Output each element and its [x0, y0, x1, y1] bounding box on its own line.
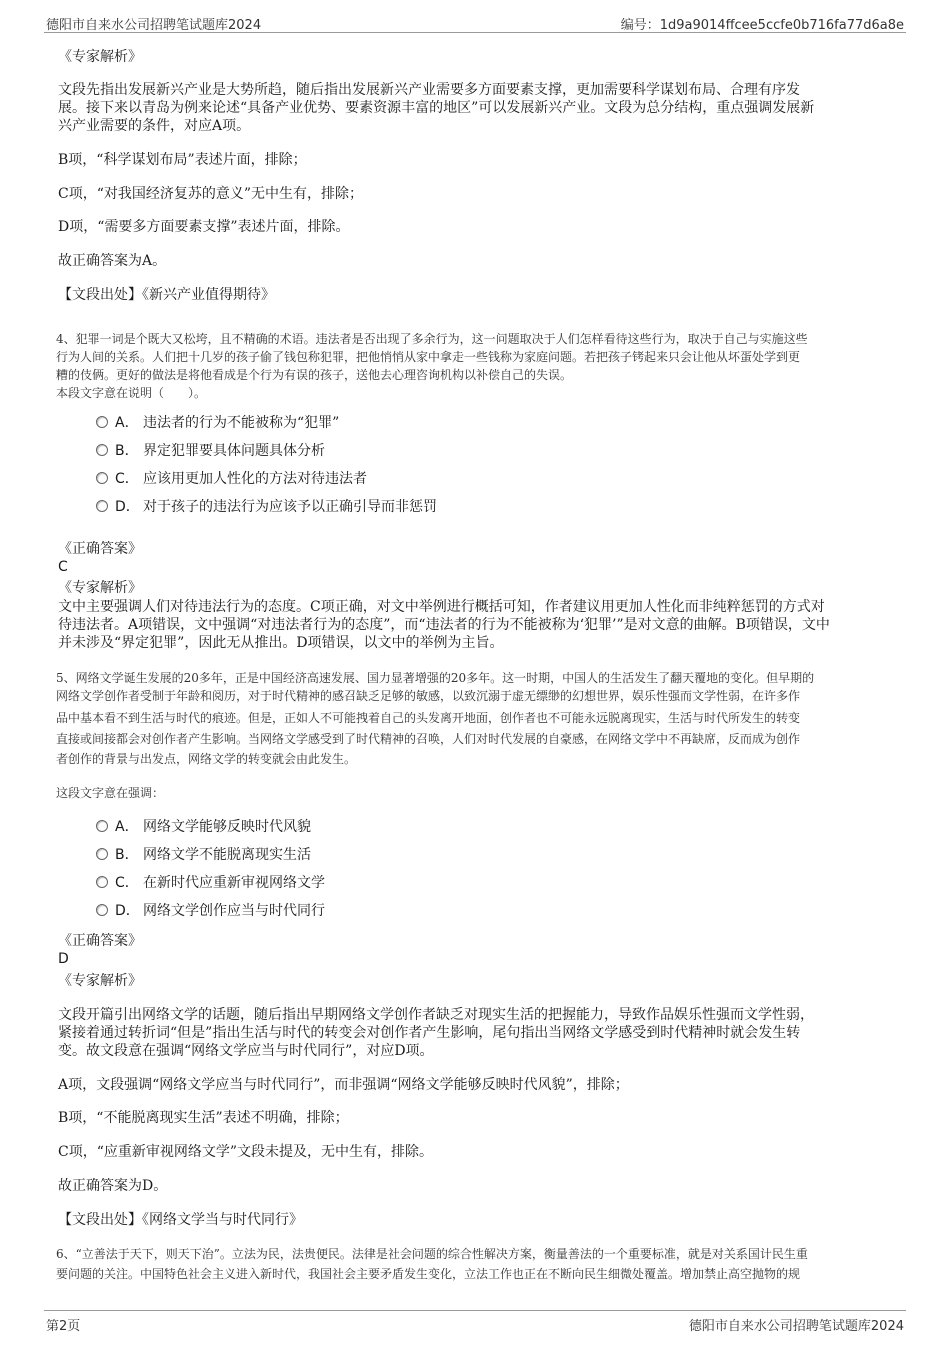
- q4-stem-prompt: 本段文字意在说明（ ）。: [56, 386, 207, 400]
- q3-conclusion: 故正确答案为A。: [58, 253, 167, 269]
- q4-expert-label: 《专家解析》: [58, 580, 142, 596]
- q5-stem-line: 5、网络文学诞生发展的20多年，正是中国经济高速发展、国力显著增强的20多年。这一时期，中国人的生活发生了翻天覆地的变化。但早期的: [56, 671, 815, 685]
- option-letter: D．: [115, 903, 140, 919]
- q3-option-b-note: B项，“科学谋划布局”表述片面，排除；: [58, 152, 307, 168]
- page-footer: [44, 1310, 906, 1335]
- option-letter: D．: [115, 499, 140, 515]
- page-number: 第2页: [46, 1319, 81, 1334]
- q5-analysis-line: 紧接着通过转折词“但是”指出生活与时代的转变会对创作者产生影响，尾句指出当网络文学感受到时代精神时就会发生转: [58, 1025, 801, 1041]
- q5-answer-label: 《正确答案》: [58, 933, 142, 949]
- option-letter: B．: [115, 443, 139, 459]
- radio-icon[interactable]: [96, 876, 108, 888]
- option-text: 应该用更加人性化的方法对待违法者: [143, 471, 367, 487]
- q5-answer: D: [58, 951, 69, 967]
- footer-title: 德阳市自来水公司招聘笔试题库2024: [688, 1319, 904, 1334]
- q5-source: 【文段出处】《网络文学当与时代同行》: [58, 1212, 303, 1228]
- option-letter: C．: [115, 875, 139, 891]
- q3-option-c-note: C项，“对我国经济复苏的意义”无中生有，排除；: [58, 186, 364, 202]
- radio-icon[interactable]: [96, 820, 108, 832]
- option-text: 网络文学创作应当与时代同行: [143, 903, 325, 919]
- option-text: 在新时代应重新审视网络文学: [143, 875, 325, 891]
- q4-option-a[interactable]: [96, 414, 339, 432]
- option-text: 网络文学能够反映时代风貌: [143, 819, 311, 835]
- option-text: 网络文学不能脱离现实生活: [143, 847, 311, 863]
- q5-analysis-line: 变。故文段意在强调“网络文学应当与时代同行”，对应D项。: [58, 1043, 434, 1059]
- q3-expert-label: 《专家解析》: [58, 49, 142, 65]
- radio-icon[interactable]: [96, 848, 108, 860]
- q5-stem-line: 直接或间接都会对创作者产生影响。当网络文学感受到了时代精神的召唤，人们对时代发展的自豪感，在网络文学中不再缺席，反而成为创作: [56, 732, 801, 746]
- option-letter: A．: [115, 819, 139, 835]
- option-letter: B．: [115, 847, 139, 863]
- q5-prompt: 这段文字意在强调：: [56, 786, 165, 800]
- option-letter: A．: [115, 415, 139, 431]
- q4-option-b[interactable]: [96, 442, 325, 460]
- q3-option-d-note: D项，“需要多方面要素支撑”表述片面，排除。: [58, 219, 350, 235]
- radio-icon[interactable]: [96, 904, 108, 916]
- q4-analysis-line: 待违法者。A项错误，文中强调“对违法者行为的态度”，而“违法者的行为不能被称为‘犯罪’”是对文意的曲解。B项错误，文中: [58, 617, 830, 633]
- q5-option-b-note: B项，“不能脱离现实生活”表述不明确，排除；: [58, 1110, 349, 1126]
- q4-option-c[interactable]: [96, 470, 367, 488]
- q5-option-c[interactable]: [96, 874, 325, 892]
- q4-stem-line: 糟的伎俩。更好的做法是将他看成是个行为有误的孩子，送他去心理咨询机构以补偿自己的失误。: [56, 368, 573, 382]
- q5-option-b[interactable]: [96, 846, 311, 864]
- q6-stem-line: 6、“立善法于天下，则天下治”。立法为民，法贵便民。法律是社会问题的综合性解决方案，衡量善法的一个重要标准，就是对关系国计民生重: [56, 1247, 808, 1261]
- option-text: 违法者的行为不能被称为“犯罪”: [143, 415, 340, 431]
- q4-stem-line: 行为人间的关系。人们把十几岁的孩子偷了钱包称犯罪，把他悄悄从家中拿走一些钱称为家庭问题。若把孩子铐起来只会让他从坏蛋处学到更: [56, 350, 801, 364]
- q5-option-a[interactable]: [96, 818, 311, 836]
- q5-option-a-note: A项，文段强调“网络文学应当与时代同行”，而非强调“网络文学能够反映时代风貌”，排除；: [58, 1077, 629, 1093]
- q5-option-c-note: C项，“应重新审视网络文学”文段未提及，无中生有，排除。: [58, 1144, 434, 1160]
- option-text: 界定犯罪要具体问题具体分析: [143, 443, 325, 459]
- q5-stem-line: 品中基本看不到生活与时代的痕迹。但是，正如人不可能拽着自己的头发离开地面，创作者也不可能永远脱离现实，生活与时代所发生的转变: [56, 711, 801, 725]
- radio-icon[interactable]: [96, 500, 108, 512]
- q4-answer: C: [58, 559, 68, 575]
- option-letter: C．: [115, 471, 139, 487]
- q6-stem-line: 要问题的关注。中国特色社会主义进入新时代，我国社会主要矛盾发生变化，立法工作也正在不断向民生细微处覆盖。增加禁止高空抛物的规: [56, 1267, 801, 1281]
- header-title: 德阳市自来水公司招聘笔试题库2024: [46, 18, 262, 33]
- q5-option-d[interactable]: [96, 902, 325, 920]
- q5-stem-line: 网络文学创作者受制于年龄和阅历，对于时代精神的感召缺乏足够的敏感，以致沉溺于虚无缥缈的幻想世界，娱乐性强而文学性弱，在许多作: [56, 689, 801, 703]
- q4-stem-line: 4、犯罪一词是个既大又松垮，且不精确的术语。违法者是否出现了多余行为，这一问题取决于人们怎样看待这些行为，取决于自己与实施这些: [56, 332, 808, 346]
- q3-analysis-line: 展。接下来以青岛为例来论述“具备产业优势、要素资源丰富的地区”可以发展新兴产业。文段为总分结构，重点强调发展新: [58, 100, 815, 116]
- q4-answer-label: 《正确答案》: [58, 541, 142, 557]
- radio-icon[interactable]: [96, 416, 108, 428]
- q3-source: 【文段出处】《新兴产业值得期待》: [58, 287, 275, 303]
- radio-icon[interactable]: [96, 444, 108, 456]
- q5-stem-line: 者创作的背景与出发点，网络文学的转变就会由此发生。: [56, 752, 357, 766]
- q4-analysis-line: 文中主要强调人们对待违法行为的态度。C项正确，对文中举例进行概括可知，作者建议用更加人性化而非纯粹惩罚的方式对: [58, 599, 825, 615]
- option-text: 对于孩子的违法行为应该予以正确引导而非惩罚: [143, 499, 437, 515]
- q5-analysis-line: 文段开篇引出网络文学的话题，随后指出早期网络文学创作者缺乏对现实生活的把握能力，导致作品娱乐性强而文学性弱，: [58, 1007, 814, 1023]
- q4-option-d[interactable]: [96, 498, 437, 516]
- q4-analysis-line: 并未涉及“界定犯罪”，因此无从推出。D项错误，以文中的举例为主旨。: [58, 635, 504, 651]
- q3-analysis-line: 文段先指出发展新兴产业是大势所趋，随后指出发展新兴产业需要多方面要素支撑，更加需要科学谋划布局、合理有序发: [58, 82, 800, 98]
- header-doc-id: 编号：1d9a9014ffcee5ccfe0b716fa77d6a8e: [620, 18, 904, 33]
- q5-conclusion: 故正确答案为D。: [58, 1178, 168, 1194]
- page-header: [44, 10, 906, 33]
- q3-analysis-line: 兴产业需要的条件，对应A项。: [58, 118, 251, 134]
- q5-expert-label: 《专家解析》: [58, 973, 142, 989]
- radio-icon[interactable]: [96, 472, 108, 484]
